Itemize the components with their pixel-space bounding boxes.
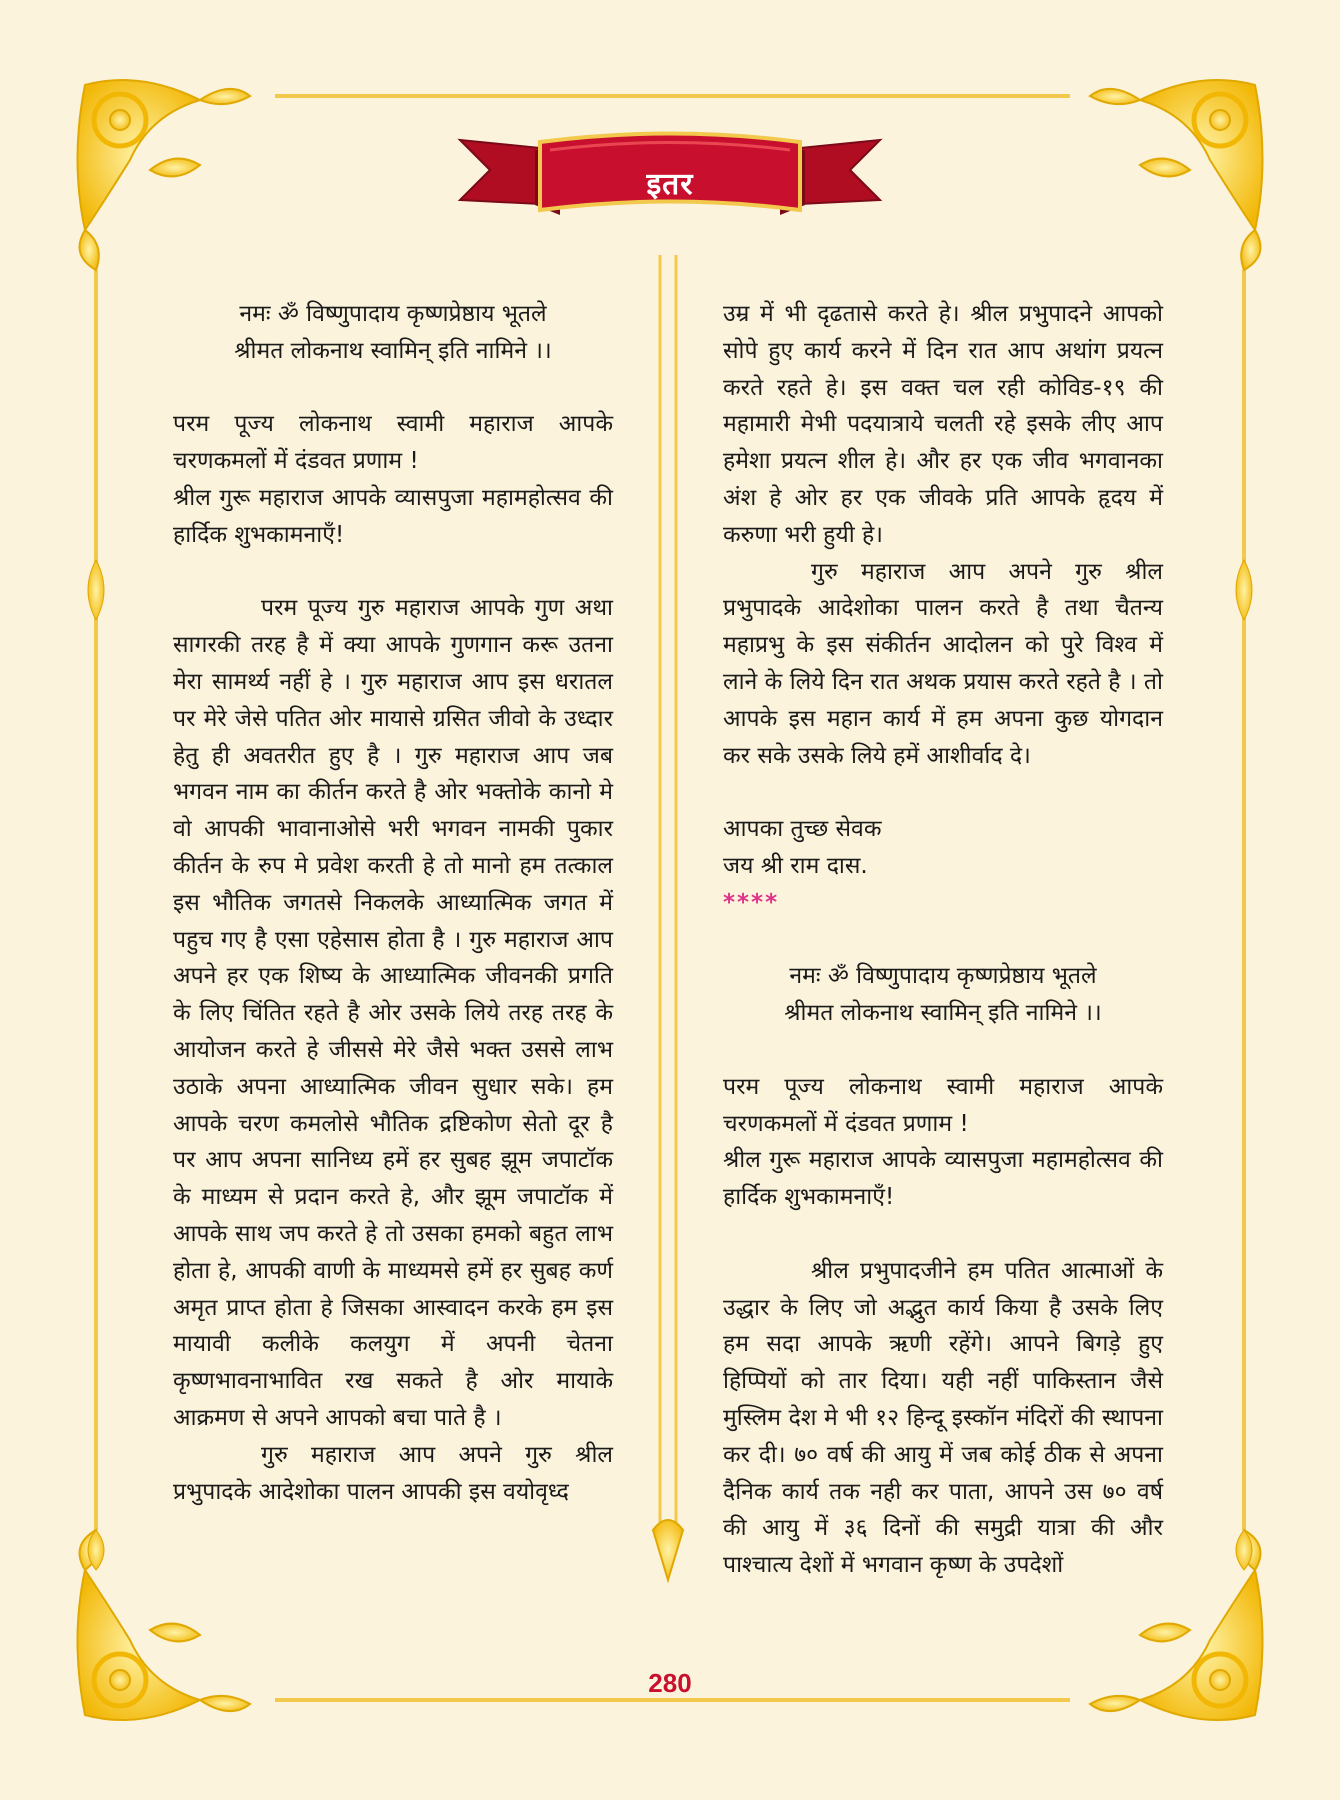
section-separator-stars: **** (723, 889, 780, 916)
corner-ornament-top-left (78, 80, 251, 270)
salutation-paragraph: परम पूज्य लोकनाथ स्वामी महाराज आपके चरणकमलों में दंडवत प्रणाम ! (723, 1073, 1163, 1137)
signoff-line: जय श्री राम दास. (723, 852, 868, 879)
salutation-paragraph: परम पूज्य लोकनाथ स्वामी महाराज आपके चरणकमलों में दंडवत प्रणाम ! (173, 411, 613, 475)
signoff-line: आपका तुच्छ सेवक (723, 816, 882, 843)
body-paragraph: उम्र में भी दृढतासे करते हे। श्रील प्रभुपादने आपको सोपे हुए कार्य करने में दिन रात आप अथांग प्रयत्न करते रहते हे। इस वक्त चल रही कोविड-१९ की महामारी मेभी पदयात्राये चलती रहे इसके लीए आप हमेशा प्रयत्न शील हे। और हर एक जीव भगवानका अंश हे ओर हर एक जीवके प्रति आपके हृदय में करुणा भरी हुयी हे। (723, 301, 1163, 548)
body-paragraph: श्रील प्रभुपादजीने हम पतित आत्माओं के उद्धार के लिए जो अद्भुत कार्य किया है उसके लिए हम सदा आपके ऋणी रहेंगे। आपने बिगड़े हुए हिप्पियों को तार दिया। यही नहीं पाकिस्तान जैसे मुस्लिम देश मे भी १२ हिन्दू इस्कॉन मंदिरों की स्थापना कर दी। ७० वर्ष की आयु में जब कोई ठीक से अपना दैनिक कार्य तक नही कर पाता, आपने उस ७० वर्ष की आयु में ३६ दिनों की समुद्री यात्रा की और पाश्चात्य देशों में भगवान कृष्ण के उपदेशों (723, 1257, 1163, 1579)
body-paragraph: परम पूज्य गुरु महाराज आपके गुण अथा सागरकी तरह है में क्या आपके गुणगान करू उतना मेरा सामर्थ्य नहीं हे । गुरु महाराज आप इस धरातल पर मेरे जेसे पतित ओर मायासे ग्रसित जीवो के उध्दार हेतु ही अवतरीत हुए है । गुरु महाराज आप जब भगवन नाम का कीर्तन करते है ओर भक्तोके कानो मे वो आपकी भावानाओसे भरी भगवन नामकी पुकार कीर्तन के रुप मे प्रवेश करती हे तो मानो हम तत्काल इस भौतिक जगतसे निकलके आध्यात्मिक जगत में पहुच गए है एसा एहेसास होता है । गुरु महाराज आप अपने हर एक शिष्य के आध्यात्मिक जीवनकी प्रगति के लिए चिंतित रहते है ओर उसके लिये तरह तरह के आयोजन करते हे जीससे मेरे जैसे भक्त उससे लाभ उठाके अपना आध्यात्मिक जीवन सुधार सके। हम आपके चरण कमलोसे भौतिक द्रष्टिकोण सेतो दूर है पर आप अपना सानिध्य हमें हर सुबह झूम जपाटॉक के माध्यम से प्रदान करते हे, और झूम जपाटॉक में आपके साथ जप करते हे तो उसका हमको बहुत लाभ होता हे, आपकी वाणी के माध्यमसे हमें हर सुबह कर्ण अमृत प्राप्त होता हे जिसका आस्वादन करके हम इस मायावी कलीके कलयुग में अपनी चेतना कृष्णभावनाभावित रख सकते है ओर मायाके आक्रमण से अपने आपको बचा पाते है । (173, 595, 613, 1431)
corner-ornament-bottom-left (78, 1530, 251, 1720)
salutation-paragraph: श्रील गुरू महाराज आपके व्यासपुजा महामहोत्सव की हार्दिक शुभकामनाएँ! (723, 1147, 1163, 1211)
right-flourish (1236, 560, 1252, 620)
right-column (723, 296, 1163, 1584)
body-paragraph: गुरु महाराज आप अपने गुरु श्रील प्रभुपादके आदेशोका पालन आपकी इस वयोवृध्द (173, 1441, 613, 1505)
page-title: इतर (646, 167, 694, 202)
divider-drop-ornament (653, 1520, 683, 1580)
shloka-line: नमः ॐ विष्णुपादाय कृष्णप्रेष्ठाय भूतले (239, 301, 547, 327)
shloka-line: श्रीमत लोकनाथ स्वामिन् इति नामिने ।। (784, 1000, 1102, 1027)
body-paragraph: गुरु महाराज आप अपने गुरु श्रील प्रभुपादके आदेशोका पालन करते है तथा चैतन्य महाप्रभु के इस संकीर्तन आदोलन को पुरे विश्व में लाने के लिये दिन रात अथक प्रयास करते रहते है । तो आपके इस महान कार्य में हम अपना कुछ योगदान कर सके उसके लिये हमें आशीर्वाद दे। (723, 558, 1163, 769)
corner-ornament-top-right (1090, 80, 1263, 270)
shloka-line: नमः ॐ विष्णुपादाय कृष्णप्रेष्ठाय भूतले (789, 963, 1097, 990)
salutation-paragraph: श्रील गुरू महाराज आपके व्यासपुजा महामहोत्सव की हार्दिक शुभकामनाएँ! (173, 484, 613, 548)
left-flourish (88, 560, 104, 620)
shloka-line: श्रीमत लोकनाथ स्वामिन् इति नामिने ।। (234, 337, 552, 364)
left-column (173, 296, 613, 1510)
page-number: 280 (648, 1668, 692, 1698)
